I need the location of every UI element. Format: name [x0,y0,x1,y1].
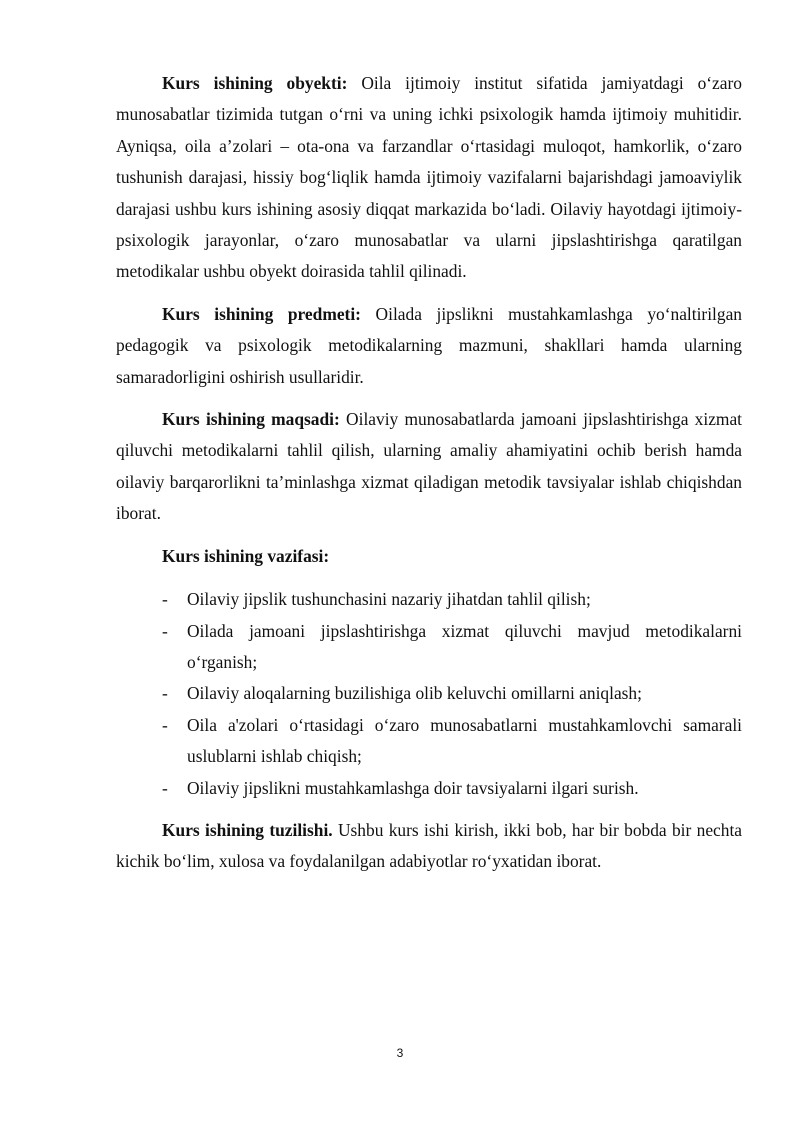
list-item [162,584,742,615]
goal-text: Oilaviy munosabatlarda jamoani jipslashtirishga xizmat qiluvchi metodikalarni tahlil qilish, ularning amaliy ahamiyatini ochib berish hamda oilaviy barqarorlikni ta’minlashga xizmat qiladigan metodik tavsiyalar ishlab chiqishdan iborat. [116,409,742,524]
list-item-text: Oilada jamoani jipslashtirishga xizmat qiluvchi mavjud metodikalarni o‘rganish; [187,620,742,672]
object-paragraph [116,68,742,288]
object-label: Kurs ishining obyekti: [162,73,348,93]
subject-text: Oilada jipslikni mustahkamlashga yo‘naltirilgan pedagogik va psixologik metodikalarning mazmuni, shakllari hamda ularning samaradorligini oshirish usullaridir. [116,303,742,387]
object-text: Oila ijtimoiy institut sifatida jamiyatdagi o‘zaro munosabatlar tizimida tutgan o‘rni va uning ichki psixologik hamda ijtimoiy muhitidir. Ayniqsa, oila a’zolari – ota-ona va farzandlar o‘rtasidagi muloqot, hamkorlik, o‘zaro tushunish darajasi, hissiy bog‘liqlik hamda ijtimoiy vazifalarni bajarishdagi jamoaviylik darajasi ushbu kurs ishining asosiy diqqat markazida bo‘ladi. Oilaviy hayotdagi ijtimoiy-psixologik jarayonlar, o‘zaro munosabatlar va ularni jipslashtirishga qaratilgan metodikalar ushbu obyekt doirasida tahlil qilinadi. [116,73,742,282]
list-marker: - [162,714,168,735]
list-marker: - [162,589,168,610]
list-marker: - [162,777,168,798]
structure-text: Ushbu kurs ishi kirish, ikki bob, har bir bobda bir nechta kichik bo‘lim, xulosa va foydalanilgan adabiyotlar ro‘yxatidan iborat. [116,819,743,872]
list-item [162,710,742,773]
subject-paragraph [116,299,742,393]
list-item-text: Oilaviy aloqalarning buzilishiga olib keluvchi omillarni aniqlash; [187,683,642,704]
page-number: 3 [396,1046,404,1060]
goal-label: Kurs ishining maqsadi: [162,409,340,430]
structure-paragraph [116,815,742,878]
list-item-text: Oila a'zolari o‘rtasidagi o‘zaro munosabatlarni mustahkamlovchi samarali uslublarni ishlab chiqish; [187,714,742,767]
list-item [162,773,742,804]
list-item [162,678,742,709]
list-item-text: Oilaviy jipslik tushunchasini nazariy jihatdan tahlil qilish; [187,589,591,610]
goal-paragraph [116,404,742,530]
tasks-heading: Kurs ishining vazifasi: [162,545,330,566]
list-marker: - [162,620,168,641]
list-item-text: Oilaviy jipslikni mustahkamlashga doir tavsiyalarni ilgari surish. [187,777,639,798]
list-item [162,616,742,679]
structure-label: Kurs ishining tuzilishi. [162,819,333,840]
list-marker: - [162,683,168,704]
page-content [116,68,742,878]
subject-label: Kurs ishining predmeti: [162,303,361,324]
tasks-list [162,584,742,804]
